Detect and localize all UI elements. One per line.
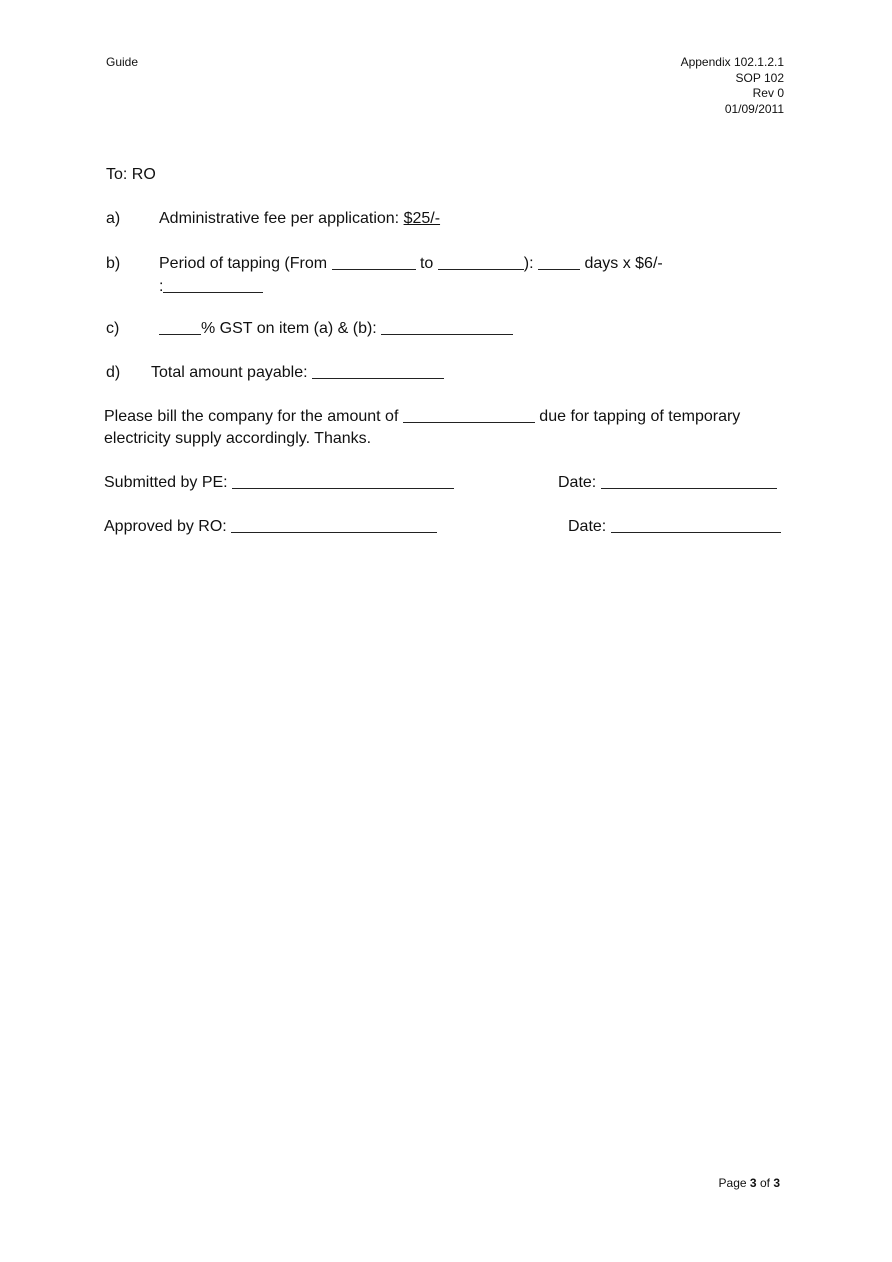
item-b-row-2	[159, 278, 263, 296]
submitted-date-row	[558, 474, 777, 492]
item-c-label: c)	[106, 320, 120, 337]
item-b-amount-blank[interactable]	[163, 291, 263, 293]
submitted-date-blank[interactable]	[601, 487, 777, 489]
days-blank[interactable]	[538, 268, 580, 270]
item-a-row	[159, 210, 440, 228]
bill-text-after: due for tapping of temporary	[539, 408, 741, 425]
gst-amount-blank[interactable]	[381, 333, 513, 335]
header-guide: Guide	[106, 55, 139, 69]
item-c-text: % GST on item (a) & (b):	[201, 320, 377, 337]
bill-line-1	[104, 408, 740, 426]
item-a-text: Administrative fee per application:	[159, 210, 400, 227]
submitted-signature-blank[interactable]	[232, 487, 454, 489]
item-a-amount: $25/-	[403, 210, 441, 227]
page-number	[719, 1176, 780, 1190]
item-b-row	[159, 255, 663, 273]
page-current: 3	[749, 1176, 757, 1190]
approved-signature-blank[interactable]	[231, 531, 437, 533]
item-b-colon: :	[159, 278, 164, 295]
item-b-close-text: ):	[523, 255, 534, 272]
item-b-to-text: to	[419, 255, 434, 272]
approved-label: Approved by RO:	[104, 518, 227, 535]
approved-row	[104, 518, 437, 536]
item-b-label: b)	[106, 255, 121, 272]
bill-amount-blank[interactable]	[403, 421, 535, 423]
item-d-text: Total amount payable:	[151, 364, 308, 381]
addressee: To: RO	[106, 166, 156, 183]
submitted-label: Submitted by PE:	[104, 474, 228, 491]
item-d-label: d)	[106, 364, 121, 381]
item-b-days-text: days x $6/-	[584, 255, 663, 272]
to-date-blank[interactable]	[438, 268, 524, 270]
header-doc-info	[681, 55, 784, 117]
page-total: 3	[773, 1176, 780, 1190]
doc-date: 01/09/2011	[724, 101, 784, 116]
gst-percent-blank[interactable]	[159, 333, 201, 335]
item-d-row	[151, 364, 444, 382]
appendix-number: Appendix 102.1.2.1	[680, 55, 784, 69]
item-b-from-text: Period of tapping (From	[159, 255, 328, 272]
item-c-row	[159, 320, 513, 338]
page-of: of	[759, 1176, 770, 1190]
item-a-label: a)	[106, 210, 121, 227]
submitted-row	[104, 474, 454, 492]
sop-number: SOP 102	[735, 70, 784, 85]
submitted-date-label: Date:	[558, 474, 597, 491]
bill-text-before: Please bill the company for the amount of	[104, 408, 399, 425]
from-date-blank[interactable]	[332, 268, 416, 270]
revision: Rev 0	[752, 86, 784, 100]
approved-date-row	[568, 518, 781, 536]
approved-date-blank[interactable]	[611, 531, 781, 533]
approved-date-label: Date:	[568, 518, 607, 535]
total-amount-blank[interactable]	[312, 377, 444, 379]
page-prefix: Page	[718, 1176, 747, 1190]
bill-line-2: electricity supply accordingly. Thanks.	[104, 430, 372, 447]
